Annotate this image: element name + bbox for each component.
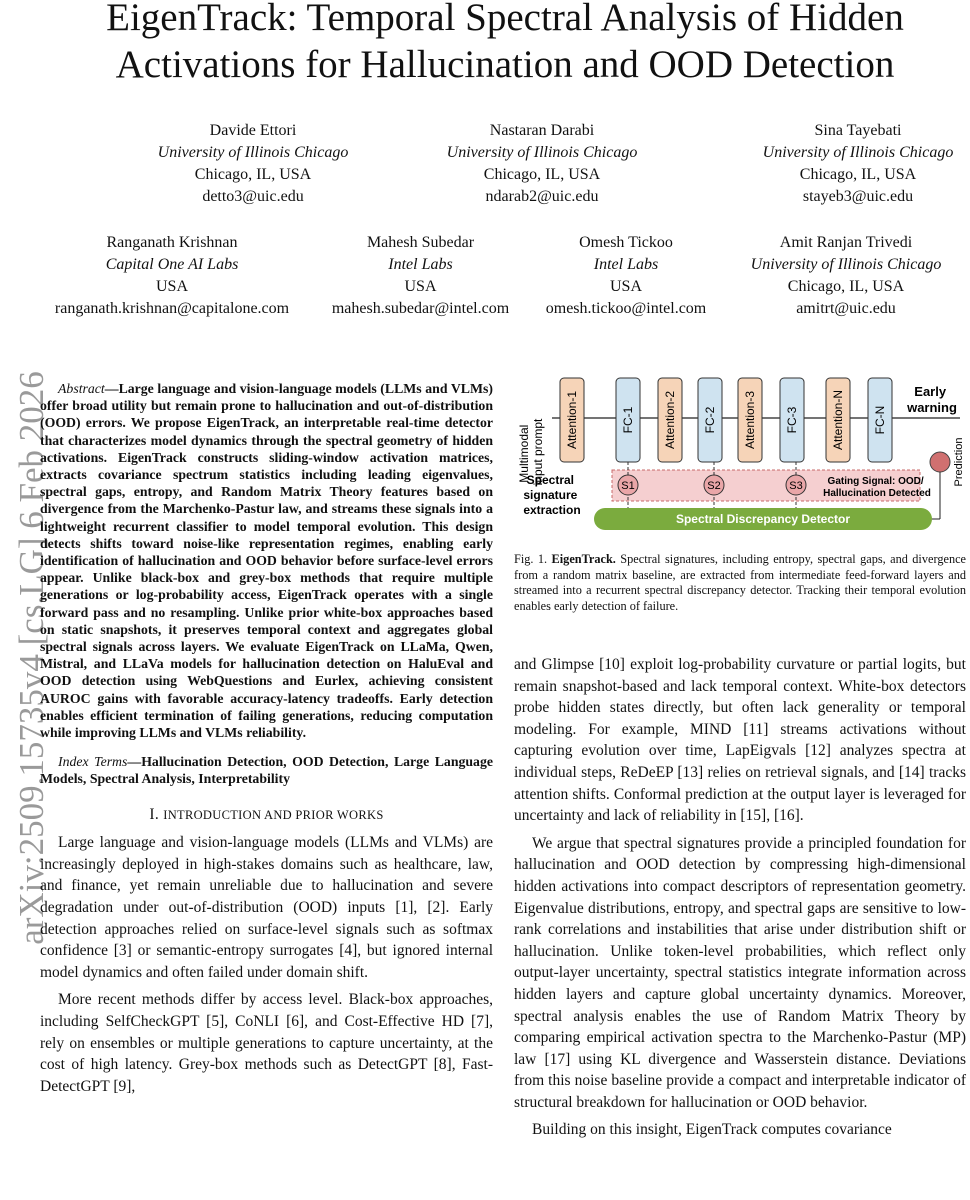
author-name: Ranganath Krishnan <box>106 234 238 251</box>
author-block <box>128 120 378 208</box>
spectral-label-line2: signature <box>523 488 578 502</box>
author-name: Amit Ranjan Trivedi <box>779 234 913 251</box>
abstract-text: —Large language and vision-language models (LLMs and VLMs) offer broad utility but remain prone to hallucination and out-of-distribution (OOD) errors. We propose EigenTrack, an interpretable real-time detector that characterizes model dynamics through the spectral geometry of hidden activations. EigenTrack constructs sliding-window activation matrices, extracts covariance spectrum statistics including leading eigenvalues, spectral gaps, entropy, and Random Matrix Theory features based on divergence from the Marchenko-Pastur law, and streams these signals into a lightweight recurrent classifier to model temporal evolution. This design detects shifts toward noise-like representation regimes, enabling early identification of hallucination and OOD behavior before surface-level errors appear. Unlike black-box and grey-box methods that require multiple generations or log-probability access, EigenTrack operates with a single forward pass and no resampling. Unlike prior white-box approaches based on static snapshots, it preserves temporal context and aggregates global spectral signals across layers. We evaluate EigenTrack on LLaMa, Qwen, Mistral, and LLaVa models for hallucination detection on HaluEval and OOD detection using WebQuestions and Eurlex, achieving consistent AUROC gains with favorable accuracy-latency tradeoffs. Early detection enables efficient termination of failing generations, reducing computation while improving LLMs and VLMs reliability. <box>40 381 493 741</box>
author-location: Chicago, IL, USA <box>194 166 312 183</box>
signal-label: S2 <box>707 480 721 492</box>
right-column <box>514 654 966 1141</box>
author-email[interactable]: amitrt@uic.edu <box>796 300 896 317</box>
early-warning-line1: Early <box>914 384 947 399</box>
caption-lead: Fig. 1. <box>514 552 548 566</box>
abstract <box>40 380 493 741</box>
spectral-label-line3: extraction <box>523 503 581 517</box>
signal-label: S3 <box>789 480 803 492</box>
author-block <box>528 232 724 320</box>
section-title: INTRODUCTION AND PRIOR WORKS <box>163 807 384 822</box>
author-block <box>728 232 964 320</box>
author-block <box>417 120 667 208</box>
author-block <box>32 232 312 320</box>
spectral-label <box>523 473 580 517</box>
body-paragraph: and Glimpse [10] exploit log-probability curvature or partial logits, but remain snapshot-based and lack temporal context. White-box detectors probe hidden states directly, but often lack generality or temporal modeling. For example, MIND [11] streams activations without capturing evolution over time, LapEigvals [12] analyzes spectra at individual steps, ReDeEP [13] relies on retrieval signals, and [14] tracks attention shifts. Conformal prediction at the output layer is leveraged for uncertainty and lack of reliability in [15], [16]. <box>514 656 966 825</box>
author-block <box>318 232 523 320</box>
block-label: Attention-1 <box>565 390 579 450</box>
block-label: FC-2 <box>703 406 717 434</box>
figure-caption <box>514 552 966 614</box>
author-affiliation: University of Illinois Chicago <box>762 144 954 161</box>
author-email[interactable]: omesh.tickoo@intel.com <box>545 300 707 317</box>
prediction-node <box>930 452 950 472</box>
author-affiliation: Intel Labs <box>388 256 453 273</box>
author-email[interactable]: stayeb3@uic.edu <box>802 188 914 205</box>
gating-line2: Hallucination Detected <box>823 488 931 499</box>
author-location: Chicago, IL, USA <box>787 278 905 295</box>
author-name: Nastaran Darabi <box>489 122 595 139</box>
author-location: USA <box>404 278 437 295</box>
paper-title <box>20 0 970 88</box>
block-label: Attention-N <box>831 389 845 451</box>
body-paragraph: Large language and vision-language models (LLMs and VLMs) are increasingly deployed in high-stakes domains such as healthcare, law, and finance, yet remain unreliable due to hallucination and severe degradation under out-of-distribution (OOD) inputs [1], [2]. Early detection approaches relied on surface-level signals such as softmax confidence [3] or semantic-entropy surrogates [4], but ignored internal model dynamics and often failed under domain shift. <box>40 834 493 981</box>
arxiv-stamp: arXiv:2509.15735v4 [cs.LG] 6 Feb 2026 <box>12 371 51 945</box>
author-email[interactable]: detto3@uic.edu <box>202 188 304 205</box>
spectral-label-line1: Spectral <box>526 473 575 487</box>
figure-1-diagram <box>512 370 966 538</box>
abstract-lead: Abstract <box>58 381 105 396</box>
author-location: USA <box>155 278 188 295</box>
author-block <box>733 120 970 208</box>
author-name: Davide Ettori <box>209 122 297 139</box>
author-affiliation: Intel Labs <box>593 256 659 273</box>
block-label: FC-N <box>873 405 887 435</box>
gating-line1: Gating Signal: OOD/ <box>827 476 924 487</box>
body-paragraph: Building on this insight, EigenTrack computes covariance <box>532 1121 892 1139</box>
caption-name: EigenTrack. <box>551 552 616 566</box>
author-name: Sina Tayebati <box>814 122 902 139</box>
block-label: FC-1 <box>621 406 635 434</box>
body-paragraph: We argue that spectral signatures provide a principled foundation for hallucination and OOD detection by compressing high-dimensional hidden activations into compact descriptors of representation geometry. Eigenvalue distributions, entropy, and spectral gaps are sensitive to low-rank correlations and instabilities that arise under distribution shift or hallucination. Unlike token-level probabilities, which reflect only output-layer uncertainty, spectral statistics integrate information across hidden layers and capture global uncertainty dynamics. Moreover, spectral analysis enables the use of Random Matrix Theory by comparing empirical activation spectra to the Marchenko-Pastur (MP) law [17] using KL divergence and Wasserstein distance. Deviations from this noise baseline provide a compact and interpretable indicator of structural breakdown for hallucination or OOD behavior. <box>514 834 966 1111</box>
detector-label: Spectral Discrepancy Detector <box>675 512 851 526</box>
early-warning-line2: warning <box>907 400 957 415</box>
author-name: Mahesh Subedar <box>366 234 475 251</box>
section-heading <box>40 804 493 827</box>
author-affiliation: University of Illinois Chicago <box>750 256 942 273</box>
gating-label <box>823 476 931 499</box>
author-affiliation: Capital One AI Labs <box>105 256 239 273</box>
author-location: USA <box>609 278 642 295</box>
index-terms-text: —Hallucination Detection, OOD Detection, Large Language Models, Spectral Analysis, Interpretability <box>40 754 493 787</box>
input-label-line2: input prompt <box>531 418 545 486</box>
author-email[interactable]: ndarab2@uic.edu <box>485 188 599 205</box>
author-affiliation: University of Illinois Chicago <box>446 144 638 161</box>
caption-text: Spectral signatures, including entropy, spectral gaps, and divergence from a random matrix baseline, are extracted from intermediate feed-forward layers and streamed into a recurrent spectral discrepancy detector. Tracking their temporal evolution enables early detection of failure. <box>514 552 967 613</box>
body-paragraph: More recent methods differ by access level. Black-box approaches, including SelfCheckGPT [5], CoNLI [6], and Cost-Effective HD [7], rely on ensembles or multiple generations to capture uncertainty, at the cost of high latency. Grey-box methods such as DetectGPT [8], Fast-DetectGPT [9], <box>40 991 493 1095</box>
author-location: Chicago, IL, USA <box>483 166 601 183</box>
input-label-line1: Multimodal <box>517 424 531 483</box>
title-line-1: EigenTrack: Temporal Spectral Analysis of Hidden <box>106 0 904 39</box>
author-email[interactable]: mahesh.subedar@intel.com <box>331 300 510 317</box>
section-number: I. <box>149 805 160 823</box>
index-terms-lead: Index Terms <box>58 754 128 770</box>
author-email[interactable]: ranganath.krishnan@capitalone.com <box>54 300 290 317</box>
signal-label: S1 <box>621 480 635 492</box>
title-line-2: Activations for Hallucination and OOD Detection <box>115 43 895 86</box>
left-column <box>40 380 493 1097</box>
layer-blocks <box>560 378 892 462</box>
block-label: FC-3 <box>785 406 799 434</box>
author-location: Chicago, IL, USA <box>799 166 917 183</box>
early-warning-label <box>906 384 957 415</box>
block-label: Attention-2 <box>663 390 677 450</box>
author-name: Omesh Tickoo <box>579 234 673 251</box>
block-label: Attention-3 <box>743 390 757 450</box>
author-affiliation: University of Illinois Chicago <box>157 144 349 161</box>
index-terms <box>40 753 493 787</box>
prediction-label: Prediction <box>953 437 965 487</box>
